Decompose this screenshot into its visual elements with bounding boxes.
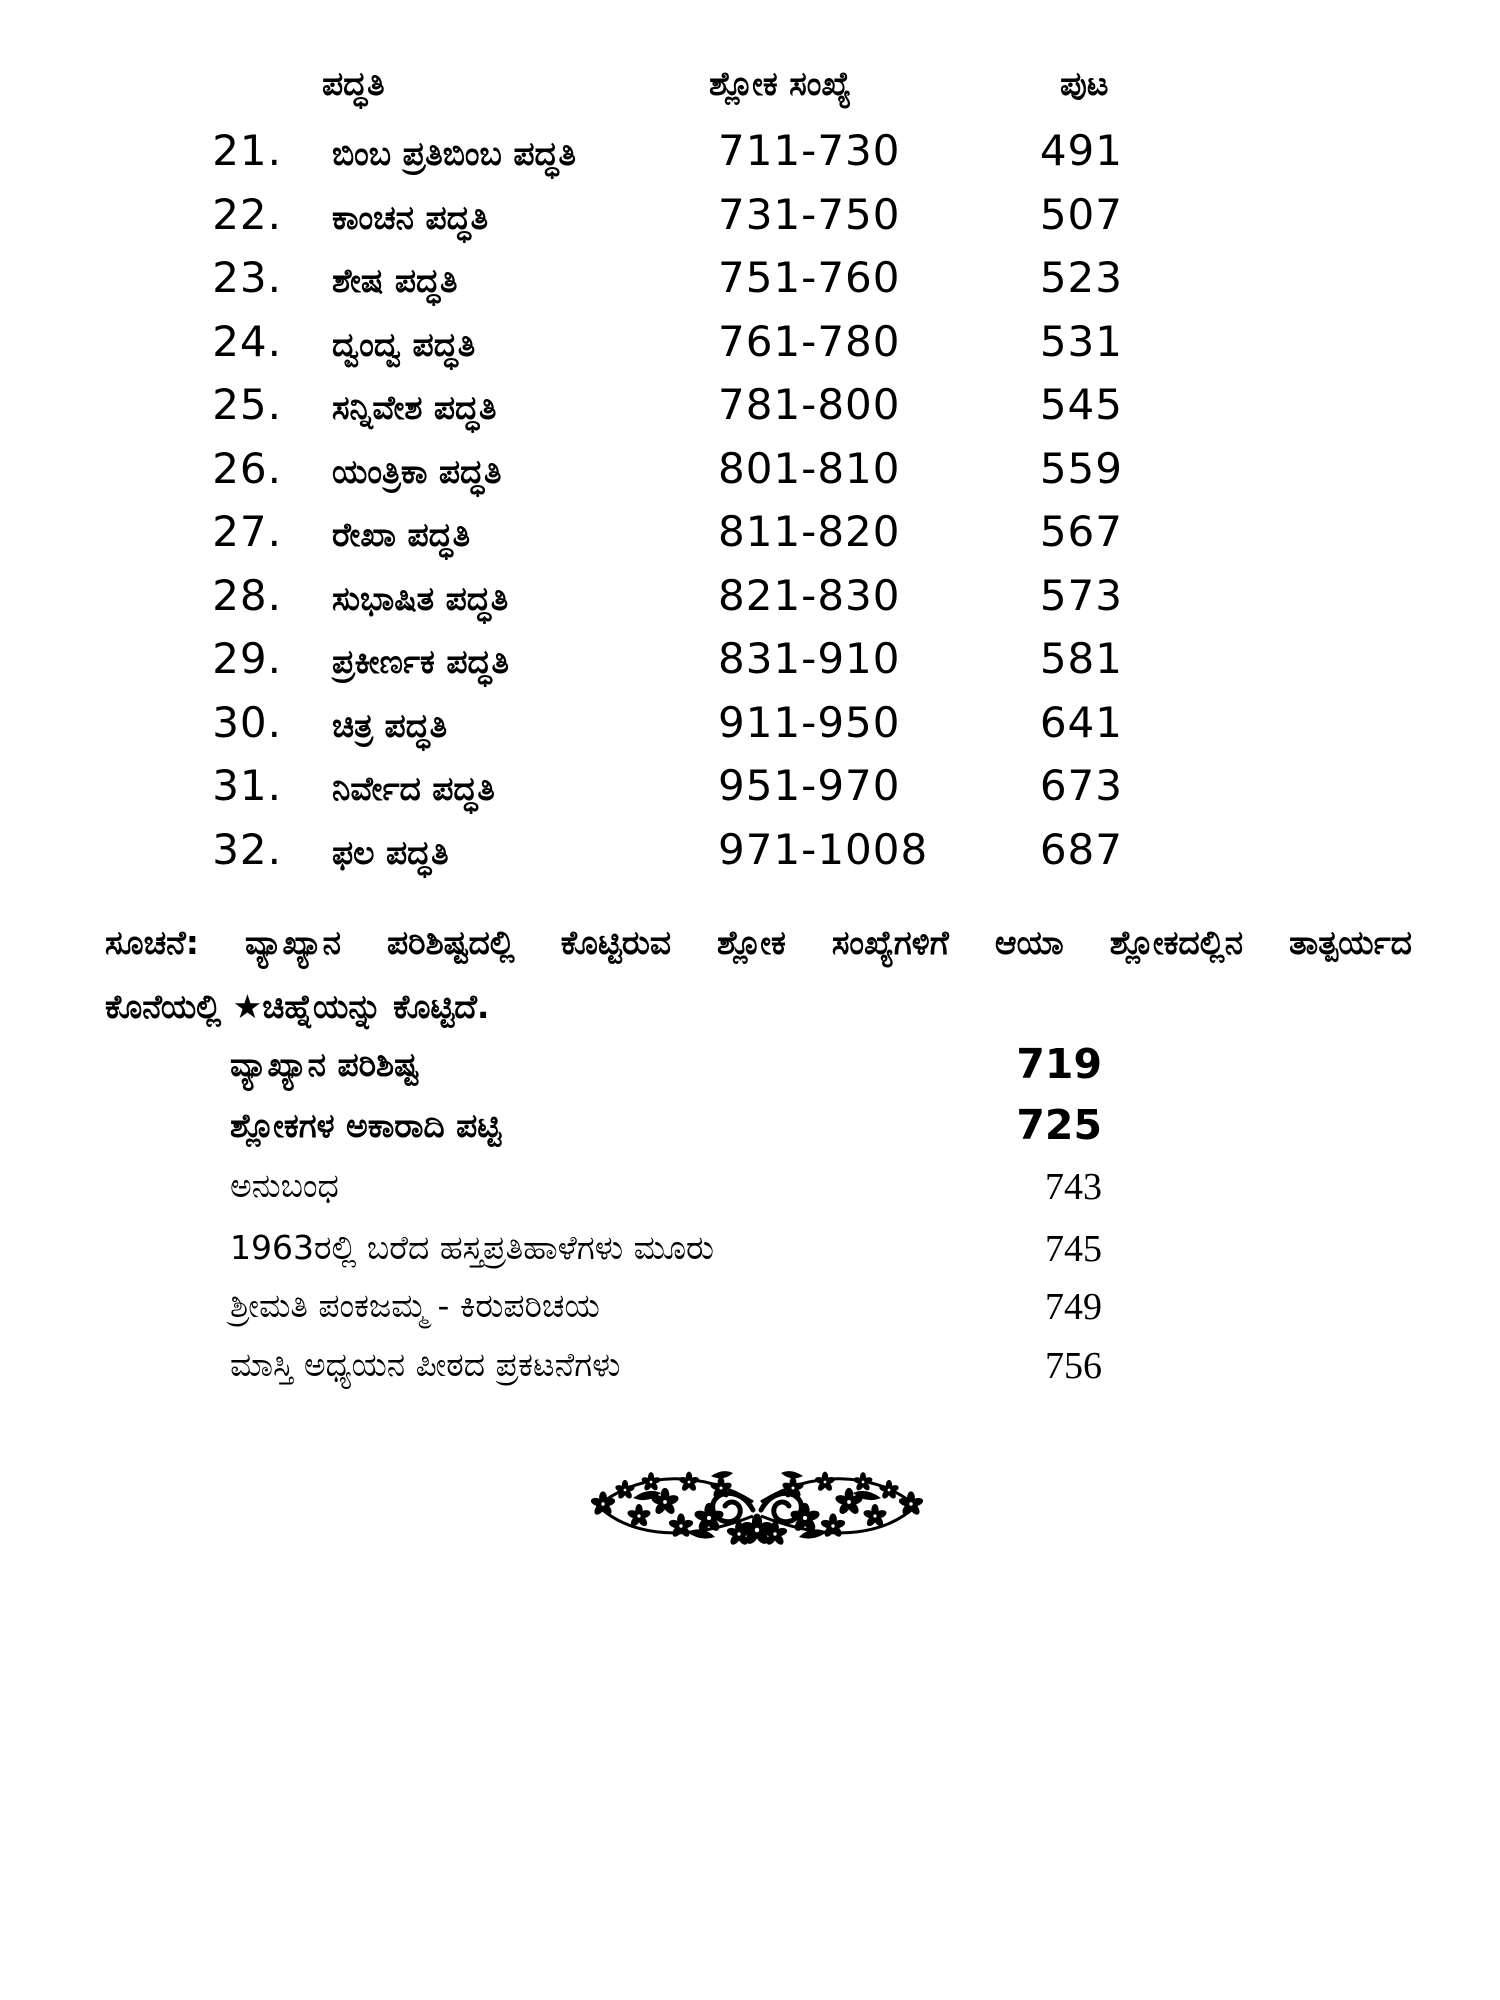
- row-method-name: ಯಂತ್ರಿಕಾ ಪದ್ಧತಿ: [332, 452, 502, 491]
- column-header-page: ಪುಟ: [1060, 64, 1109, 103]
- column-header-verse-number: ಶ್ಲೋಕ ಸಂಖ್ಯೆ: [709, 64, 852, 103]
- row-number: 30.: [212, 698, 282, 747]
- appendix-page-number: 725: [1016, 1101, 1102, 1149]
- row-number: 21.: [212, 126, 282, 175]
- table-row: [0, 317, 1500, 381]
- row-number: 22.: [212, 190, 282, 239]
- column-header-method: ಪದ್ಧತಿ: [322, 64, 385, 103]
- row-page-number: 687: [1039, 825, 1123, 874]
- table-row: [0, 571, 1500, 635]
- row-method-name: ಚಿತ್ರ ಪದ್ಧತಿ: [332, 706, 448, 745]
- row-verse-range: 951-970: [718, 761, 901, 810]
- row-number: 29.: [212, 634, 282, 683]
- table-row: [0, 190, 1500, 254]
- row-number: 32.: [212, 825, 282, 874]
- table-row: [0, 698, 1500, 762]
- row-verse-range: 781-800: [718, 380, 901, 429]
- appendix-page-number: 749: [1045, 1286, 1102, 1328]
- row-page-number: 507: [1039, 190, 1123, 239]
- appendix-page-number: 756: [1045, 1345, 1102, 1387]
- appendix-row: [0, 1161, 1500, 1217]
- appendix-label: ಶ್ರೀಮತಿ ಪಂಕಜಮ್ಮ - ಕಿರುಪರಿಚಯ: [230, 1286, 600, 1325]
- table-row: [0, 761, 1500, 825]
- appendix-label: ಮಾಸ್ತಿ ಅಧ್ಯಯನ ಪೀಠದ ಪ್ರಕಟನೆಗಳು: [230, 1345, 621, 1384]
- row-page-number: 559: [1039, 444, 1123, 493]
- row-page-number: 531: [1039, 317, 1123, 366]
- row-page-number: 581: [1039, 634, 1123, 683]
- row-verse-range: 971-1008: [718, 825, 929, 874]
- row-number: 25.: [212, 380, 282, 429]
- table-row: [0, 444, 1500, 508]
- appendix-label: ಅನುಬಂಧ: [230, 1166, 339, 1205]
- row-method-name: ಬಿಂಬ ಪ್ರತಿಬಿಂಬ ಪದ್ಧತಿ: [332, 134, 576, 173]
- table-row: [0, 825, 1500, 889]
- footnote-line-2: ಕೊನೆಯಲ್ಲಿ ★ಚಿಹ್ನೆಯನ್ನು ಕೊಟ್ಟಿದೆ.: [105, 987, 490, 1026]
- appendix-page-number: 745: [1045, 1228, 1102, 1270]
- row-verse-range: 821-830: [718, 571, 901, 620]
- row-page-number: 545: [1039, 380, 1123, 429]
- appendix-row: [0, 1040, 1500, 1096]
- row-verse-range: 801-810: [718, 444, 901, 493]
- row-page-number: 673: [1039, 761, 1123, 810]
- row-method-name: ಸುಭಾಷಿತ ಪದ್ಧತಿ: [332, 579, 509, 618]
- row-page-number: 491: [1039, 126, 1123, 175]
- row-method-name: ಸನ್ನಿವೇಶ ಪದ್ಧತಿ: [332, 388, 497, 427]
- row-verse-range: 911-950: [718, 698, 901, 747]
- row-verse-range: 751-760: [718, 253, 901, 302]
- row-method-name: ಕಾಂಚನ ಪದ್ಧತಿ: [332, 198, 489, 237]
- row-page-number: 641: [1039, 698, 1123, 747]
- row-method-name: ರೇಖಾ ಪದ್ಧತಿ: [332, 515, 471, 554]
- row-verse-range: 711-730: [718, 126, 901, 175]
- row-number: 23.: [212, 253, 282, 302]
- row-page-number: 573: [1039, 571, 1123, 620]
- row-method-name: ಶೇಷ ಪದ್ಧತಿ: [332, 261, 458, 300]
- appendix-page-number: 719: [1016, 1040, 1102, 1088]
- table-row: [0, 126, 1500, 190]
- appendix-label: 1963ರಲ್ಲಿ ಬರೆದ ಹಸ್ತಪ್ರತಿಹಾಳೆಗಳು ಮೂರು: [230, 1228, 714, 1267]
- row-method-name: ಪ್ರಕೀರ್ಣಕ ಪದ್ಧತಿ: [332, 642, 510, 681]
- row-method-name: ನಿರ್ವೇದ ಪದ್ಧತಿ: [332, 769, 495, 808]
- appendix-page-number: 743: [1045, 1166, 1102, 1208]
- floral-divider-icon: [591, 1458, 923, 1552]
- row-verse-range: 731-750: [718, 190, 901, 239]
- footnote-line-1: ಸೂಚನೆ: ವ್ಯಾಖ್ಯಾನ ಪರಿಶಿಷ್ಟದಲ್ಲಿ ಕೊಟ್ಟಿರುವ ಶ್ಲೋಕ ಸಂಖ್ಯೆಗಳಿಗೆ ಆಯಾ ಶ್ಲೋಕದಲ್ಲಿನ ತಾತ್ಪರ್ಯದ: [105, 923, 1412, 962]
- row-method-name: ಫಲ ಪದ್ಧತಿ: [332, 833, 449, 872]
- appendix-row: [0, 1101, 1500, 1157]
- row-number: 31.: [212, 761, 282, 810]
- appendix-label: ವ್ಯಾಖ್ಯಾನ ಪರಿಶಿಷ್ಟ: [230, 1045, 419, 1084]
- table-row: [0, 634, 1500, 698]
- appendix-row: [0, 1281, 1500, 1337]
- row-method-name: ದ್ವಂದ್ವ ಪದ್ಧತಿ: [332, 325, 476, 364]
- row-page-number: 567: [1039, 507, 1123, 556]
- table-row: [0, 253, 1500, 317]
- row-number: 27.: [212, 507, 282, 556]
- appendix-row: [0, 1340, 1500, 1396]
- table-row: [0, 380, 1500, 444]
- row-verse-range: 761-780: [718, 317, 901, 366]
- row-page-number: 523: [1039, 253, 1123, 302]
- appendix-label: ಶ್ಲೋಕಗಳ ಅಕಾರಾದಿ ಪಟ್ಟಿ: [230, 1106, 502, 1145]
- row-verse-range: 811-820: [718, 507, 901, 556]
- appendix-row: [0, 1223, 1500, 1279]
- row-verse-range: 831-910: [718, 634, 901, 683]
- row-number: 24.: [212, 317, 282, 366]
- table-row: [0, 507, 1500, 571]
- row-number: 26.: [212, 444, 282, 493]
- row-number: 28.: [212, 571, 282, 620]
